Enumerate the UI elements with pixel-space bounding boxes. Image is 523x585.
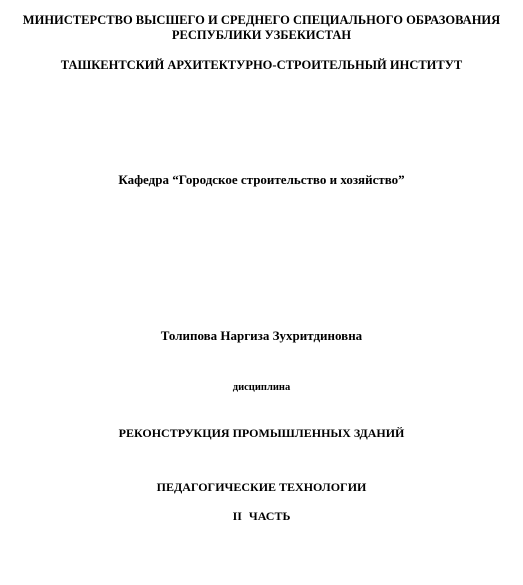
section-title: ПЕДАГОГИЧЕСКИЕ ТЕХНОЛОГИИ <box>156 480 367 494</box>
department-name: Кафедра “Городское строительство и хозяйство” <box>118 172 405 187</box>
ministry-line-1: МИНИСТЕРСТВО ВЫСШЕГО И СРЕДНЕГО СПЕЦИАЛЬНОГО ОБРАЗОВАНИЯ <box>22 13 501 27</box>
discipline-title: РЕКОНСТРУКЦИЯ ПРОМЫШЛЕННЫХ ЗДАНИЙ <box>118 426 405 440</box>
ministry-line-2: РЕСПУБЛИКИ УЗБЕКИСТАН <box>171 28 352 42</box>
institute-name: ТАШКЕНТСКИЙ АРХИТЕКТУРНО-СТРОИТЕЛЬНЫЙ ИНСТИТУТ <box>60 58 463 72</box>
part-number: II ЧАСТЬ <box>232 509 291 523</box>
discipline-label: дисциплина <box>232 382 291 393</box>
author-name: Толипова Наргиза Зухритдиновна <box>160 328 363 343</box>
